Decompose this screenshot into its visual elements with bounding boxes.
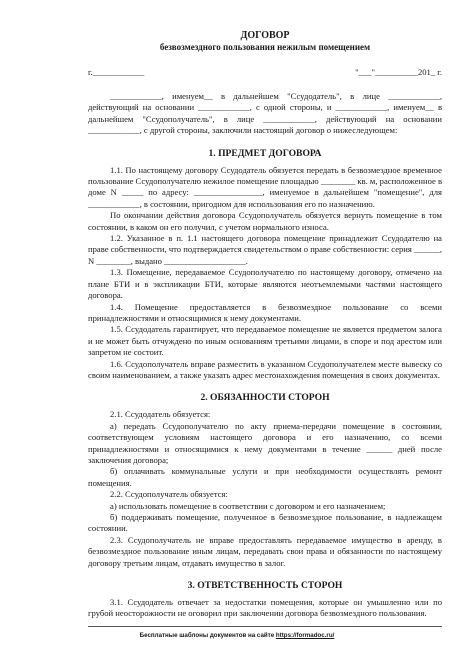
clause-2-1-b: б) оплачивать коммунальные услуги и при необходимости осуществлять ремонт помещения. bbox=[88, 466, 442, 488]
clause-2-1: 2.1. Ссудодатель обязуется: bbox=[110, 409, 211, 420]
document-subtitle: безвозмездного пользования нежилым помещением bbox=[159, 42, 371, 52]
clause-1-1-return: По окончании действия договора Ссудополучатель обязуется вернуть помещение в том состоянии, в каком он его получил, с учетом нормального износа. bbox=[88, 210, 442, 232]
page-footer bbox=[0, 632, 474, 640]
city-field: г.____________ bbox=[88, 67, 145, 77]
section-heading-liability: 3. ОТВЕТСТВЕННОСТЬ СТОРОН bbox=[187, 580, 343, 592]
footer-text: Бесплатные шаблоны документов на сайте bbox=[139, 632, 275, 639]
clause-1-4: 1.4. Помещение предоставляется в безвозмездное пользование со всеми принадлежностями и относящимися к нему документами. bbox=[88, 301, 442, 323]
footer-link[interactable]: https://formadoc.ru/ bbox=[275, 632, 335, 639]
place-date-line bbox=[88, 67, 442, 79]
clause-1-6: 1.6. Ссудополучатель вправе разместить в указанном Ссудополучателем месте вывеску со своим наименованием, а также указать адрес местонахождения помещения в своих документах. bbox=[88, 358, 442, 380]
clause-2-3: 2.3. Ссудополучатель не вправе предоставлять передаваемое имущество в аренду, в безвозмездное пользование иным лицам, передавать свои права и обязанности по настоящему договору третьим лицам, отдавать имущество в залог. bbox=[88, 534, 442, 568]
clause-2-1-a: а) передать Ссудополучателю по акту приема-передачи помещение в состоянии, соответствующем условиям настоящего договора и его назначению, со всеми принадлежностями и относящимися к нему документами в течение ______ дней после заключения договора; bbox=[88, 420, 442, 465]
section-heading-subject: 1. ПРЕДМЕТ ДОГОВОРА bbox=[208, 147, 322, 159]
document-title: ДОГОВОР bbox=[240, 30, 290, 41]
section-heading-obligations: 2. ОБЯЗАННОСТИ СТОРОН bbox=[200, 392, 330, 404]
clause-2-2-b: б) поддерживать помещение, полученное в безвозмездное пользование, в надлежащем состоянии. bbox=[88, 512, 442, 534]
preamble: ____________, именуем__ в дальнейшем "Ссудодатель", в лице ____________, действующий на основании ____________, с одной стороны, и ____________, именуем__ в дальнейшем "Ссудополучатель", в лице ____________, действующий на основании ____________, с другой стороны, заключили настоящий договор о нижеследующем: bbox=[88, 91, 442, 136]
date-field: "___"__________201_ г. bbox=[355, 67, 442, 77]
clause-2-2: 2.2. Ссудополучатель обязуется: bbox=[110, 489, 228, 500]
clause-1-2: 1.2. Указанное в п. 1.1 настоящего договора помещение принадлежит Ссудодателю на праве собственности, что подтверждается свидетельством о праве собственности: серия ______, N ________, выдано ___________________. bbox=[88, 233, 442, 266]
clause-1-1: 1.1. По настоящему договору Ссудодатель обязуется передать в безвозмездное временное пользование Ссудополучателю нежилое помещение площадью ________ кв. м, расположенное в доме N _____ по адресу: ________________, именуемое в дальнейшем "помещение", для ____________, в состоянии, пригодном для использования его по назначению. bbox=[88, 164, 443, 209]
clause-2-2-a: а) использовать помещение в соответствии с договором и его назначением; bbox=[110, 500, 386, 511]
clause-1-3: 1.3. Помещение, передаваемое Ссудополучателю по настоящему договору, отмечено на плане БТИ и в экспликации БТИ, которые являются неотъемлемыми частями настоящего договора. bbox=[88, 267, 442, 301]
clause-3-1: 3.1. Ссудодатель отвечает за недостатки помещения, которые он умышленно или по грубой неосторожности не оговорил при заключении договора безвозмездного пользования. bbox=[88, 597, 442, 619]
footer-divider bbox=[88, 626, 442, 627]
clause-1-5: 1.5. Ссудодатель гарантирует, что передаваемое помещение не является предметом залога и не может быть отчуждено по иным основаниям третьими лицами, в споре и под арестом или запретом не состоит. bbox=[88, 324, 442, 358]
document-content bbox=[88, 30, 442, 620]
